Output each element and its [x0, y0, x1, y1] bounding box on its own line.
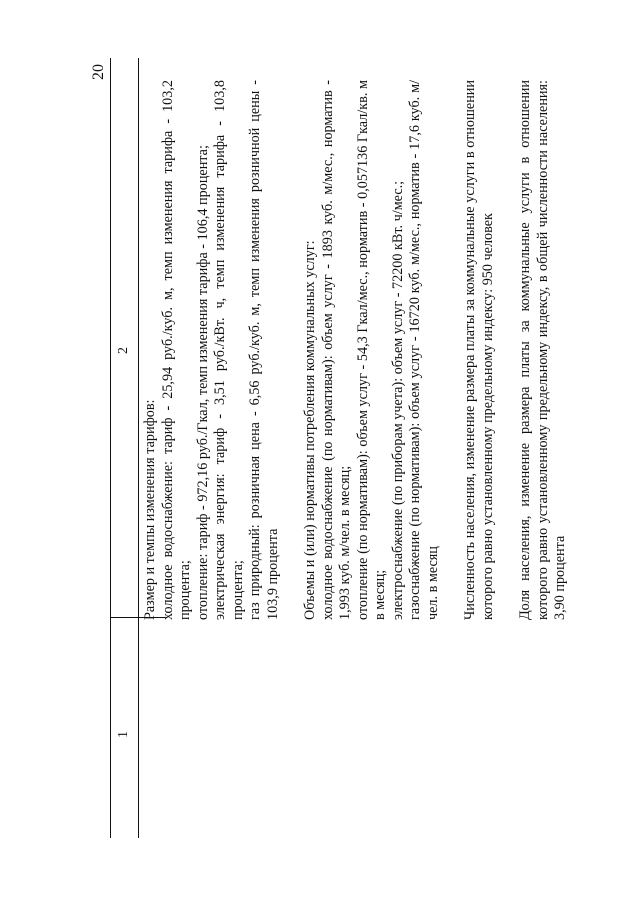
rotated-document-table: [110, 58, 568, 838]
volume-cold-water: холодное водоснабжение (по нормативам): объем услуг - 1893 куб. м/мес., норматив - 1,993 куб. м/чел. в месяц;: [319, 80, 353, 620]
tariffs-heading: Размер и темпы изменения тарифов:: [142, 399, 158, 620]
tariffs-block: [142, 80, 282, 620]
volume-heating: отопление (по нормативам): объем услуг - 54,3 Гкал/мес., норматив - 0,057136 Гкал/кв. м в месяц;: [354, 80, 388, 620]
table-header-row: [110, 58, 139, 838]
column-divider: [111, 617, 138, 618]
table-cell-content: [142, 80, 590, 620]
volumes-heading: Объемы и (или) нормативы потребления коммунальных услуг:: [302, 240, 318, 620]
population-share-block: [517, 80, 570, 620]
volume-gas: газоснабжение (по нормативам): объем услуг - 16720 куб. м/мес., норматив - 17,6 куб. м/чел. в месяц: [407, 80, 441, 620]
population-count-block: [462, 80, 497, 620]
population-count: Численность населения, изменение размера платы за коммунальные услуги в отношении которого равно установленному предельному индексу: 950 человек: [462, 80, 496, 620]
tariff-electricity: электрическая энергия: тариф - 3,51 руб./кВт. ч, темп изменения тарифа - 103,8 процента;: [212, 80, 246, 620]
tariff-heating: отопление: тариф - 972,16 руб./Гкал, темп изменения тарифа - 106,4 процента;: [194, 145, 211, 620]
population-share: Доля населения, изменение размера платы за коммунальные услуги в отношении которого равно установленному предельному индексу, в общей численности населения: 3,90 процента: [517, 80, 568, 620]
column-2-number: 2: [116, 347, 131, 354]
column-1-number: 1: [116, 731, 131, 738]
volumes-block: [302, 80, 442, 620]
volume-electricity: электроснабжение (по приборам учета): объем услуг - 72200 кВт. ч/мес.;: [389, 180, 406, 620]
page-number: 20: [90, 64, 107, 80]
tariff-gas: газ природный: розничная цена - 6,56 руб./куб. м, темп изменения розничной цены - 103,9 процента: [247, 80, 281, 620]
tariff-cold-water: холодное водоснабжение: тариф - 25,94 руб./куб. м, темп изменения тарифа - 103,2 процента;: [159, 80, 193, 620]
